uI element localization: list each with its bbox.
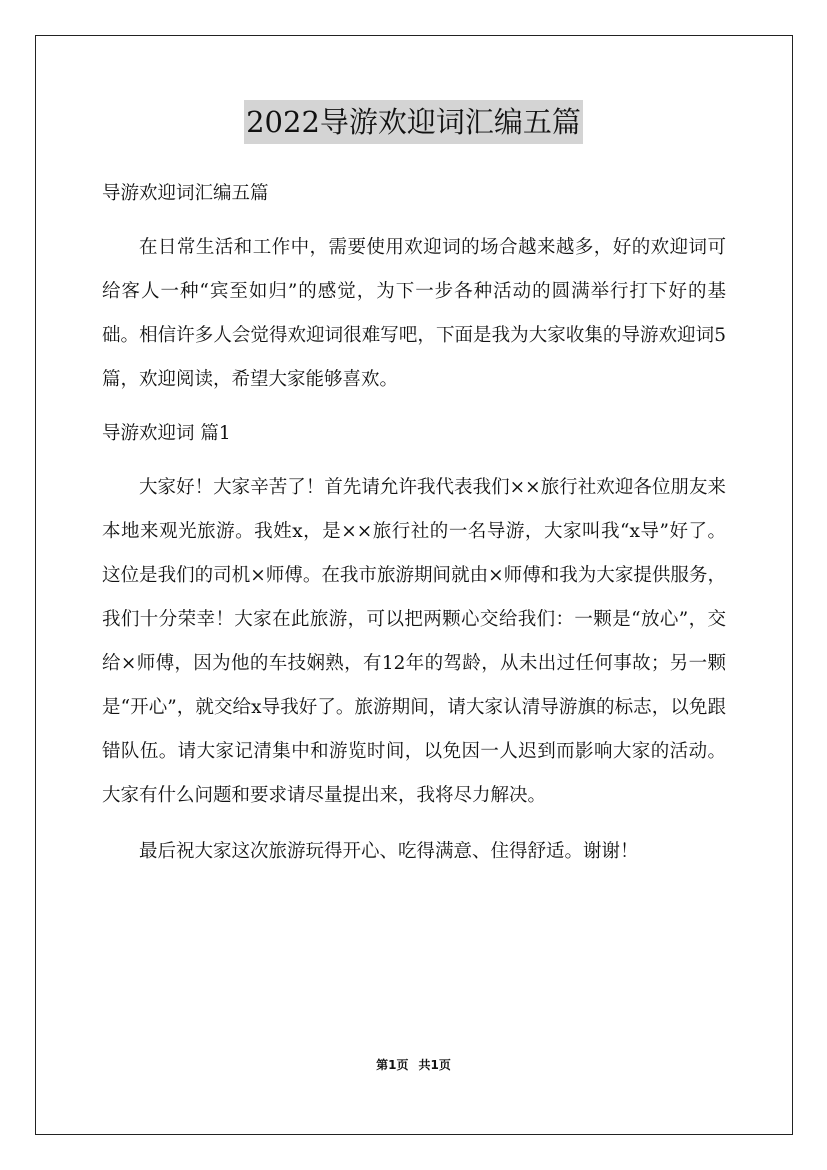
intro-paragraph: 在日常生活和工作中，需要使用欢迎词的场合越来越多，好的欢迎词可给客人一种“宾至如归”的感觉，为下一步各种活动的圆满举行打下好的基础。相信许多人会觉得欢迎词很难写吧，下面是我为大家收集的导游欢迎词5篇，欢迎阅读，希望大家能够喜欢。: [102, 237, 726, 390]
body-paragraph: 大家好！大家辛苦了！首先请允许我代表我们××旅行社欢迎各位朋友来本地来观光旅游。我姓x，是××旅行社的一名导游，大家叫我“x导”好了。这位是我们的司机×师傅。在我市旅游期间就由×师傅和我为大家提供服务，我们十分荣幸！大家在此旅游，可以把两颗心交给我们：一颗是“放心”，交给×师傅，因为他的车技娴熟，有12年的驾龄，从未出过任何事故；另一颗是“开心”，就交给x导我好了。旅游期间，请大家认清导游旗的标志，以免跟错队伍。请大家记清集中和游览时间，以免因一人迟到而影响大家的活动。大家有什么问题和要求请尽量提出来，我将尽力解决。: [102, 477, 726, 806]
section-heading: 导游欢迎词 篇1: [102, 423, 231, 444]
document-body: [102, 172, 726, 874]
document-title: 2022导游欢迎词汇编五篇: [244, 100, 583, 144]
page-total: 共1页: [418, 1058, 451, 1072]
title-area: [0, 100, 827, 144]
subtitle: 导游欢迎词汇编五篇: [102, 183, 269, 204]
page-footer: [0, 1056, 827, 1073]
page-number: 第1页: [376, 1058, 409, 1072]
closing-paragraph: 最后祝大家这次旅游玩得开心、吃得满意、住得舒适。谢谢！: [139, 841, 639, 862]
